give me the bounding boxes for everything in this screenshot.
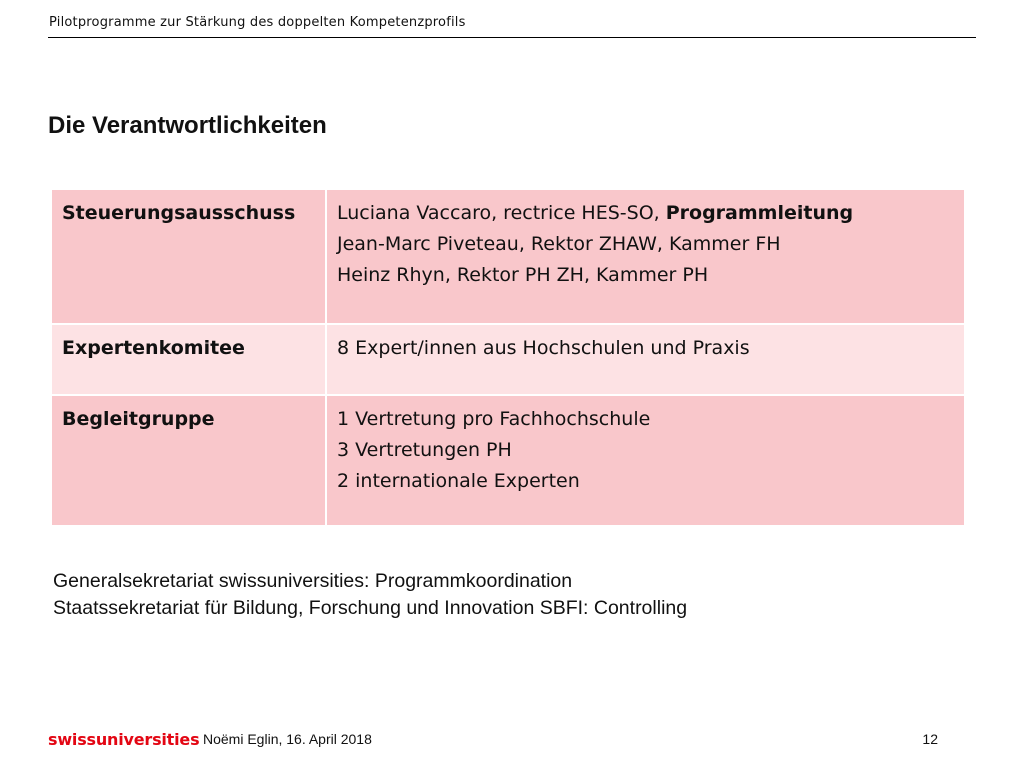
content-emphasis: Programmleitung [665,202,854,224]
note-line: Generalsekretariat swissuniversities: Programmkoordination [53,570,573,592]
footer [48,728,938,752]
header-rule [48,37,976,38]
row-label: Expertenkomitee [52,324,326,395]
note-line: Staatssekretariat für Bildung, Forschung und Innovation SBFI: Controlling [53,597,688,619]
swissuniversities-logo: swissuniversities [48,730,200,749]
slide-title: Die Verantwortlichkeiten [48,112,327,139]
table-row [52,190,964,324]
footer-author-date: Noëmi Eglin, 16. April 2018 [203,731,372,747]
content-text: Luciana Vaccaro, rectrice HES-SO, [337,202,666,224]
content-line: Heinz Rhyn, Rektor PH ZH, Kammer PH [337,264,709,286]
responsibilities-table [52,190,964,527]
content-line: Jean-Marc Piveteau, Rektor ZHAW, Kammer FH [337,233,781,255]
row-label: Begleitgruppe [52,395,326,526]
notes [53,568,687,622]
content-line: 8 Expert/innen aus Hochschulen und Praxis [337,337,750,359]
content-line [337,198,954,229]
row-content [326,190,964,324]
content-line: 2 internationale Experten [337,470,580,492]
table-row [52,324,964,395]
row-content [326,324,964,395]
row-content [326,395,964,526]
row-label: Steuerungsausschuss [52,190,326,324]
content-line: 3 Vertretungen PH [337,439,512,461]
table-row [52,395,964,526]
content-line: 1 Vertretung pro Fachhochschule [337,408,651,430]
page-number: 12 [922,731,938,747]
header-title: Pilotprogramme zur Stärkung des doppelten Kompetenzprofils [49,15,466,30]
